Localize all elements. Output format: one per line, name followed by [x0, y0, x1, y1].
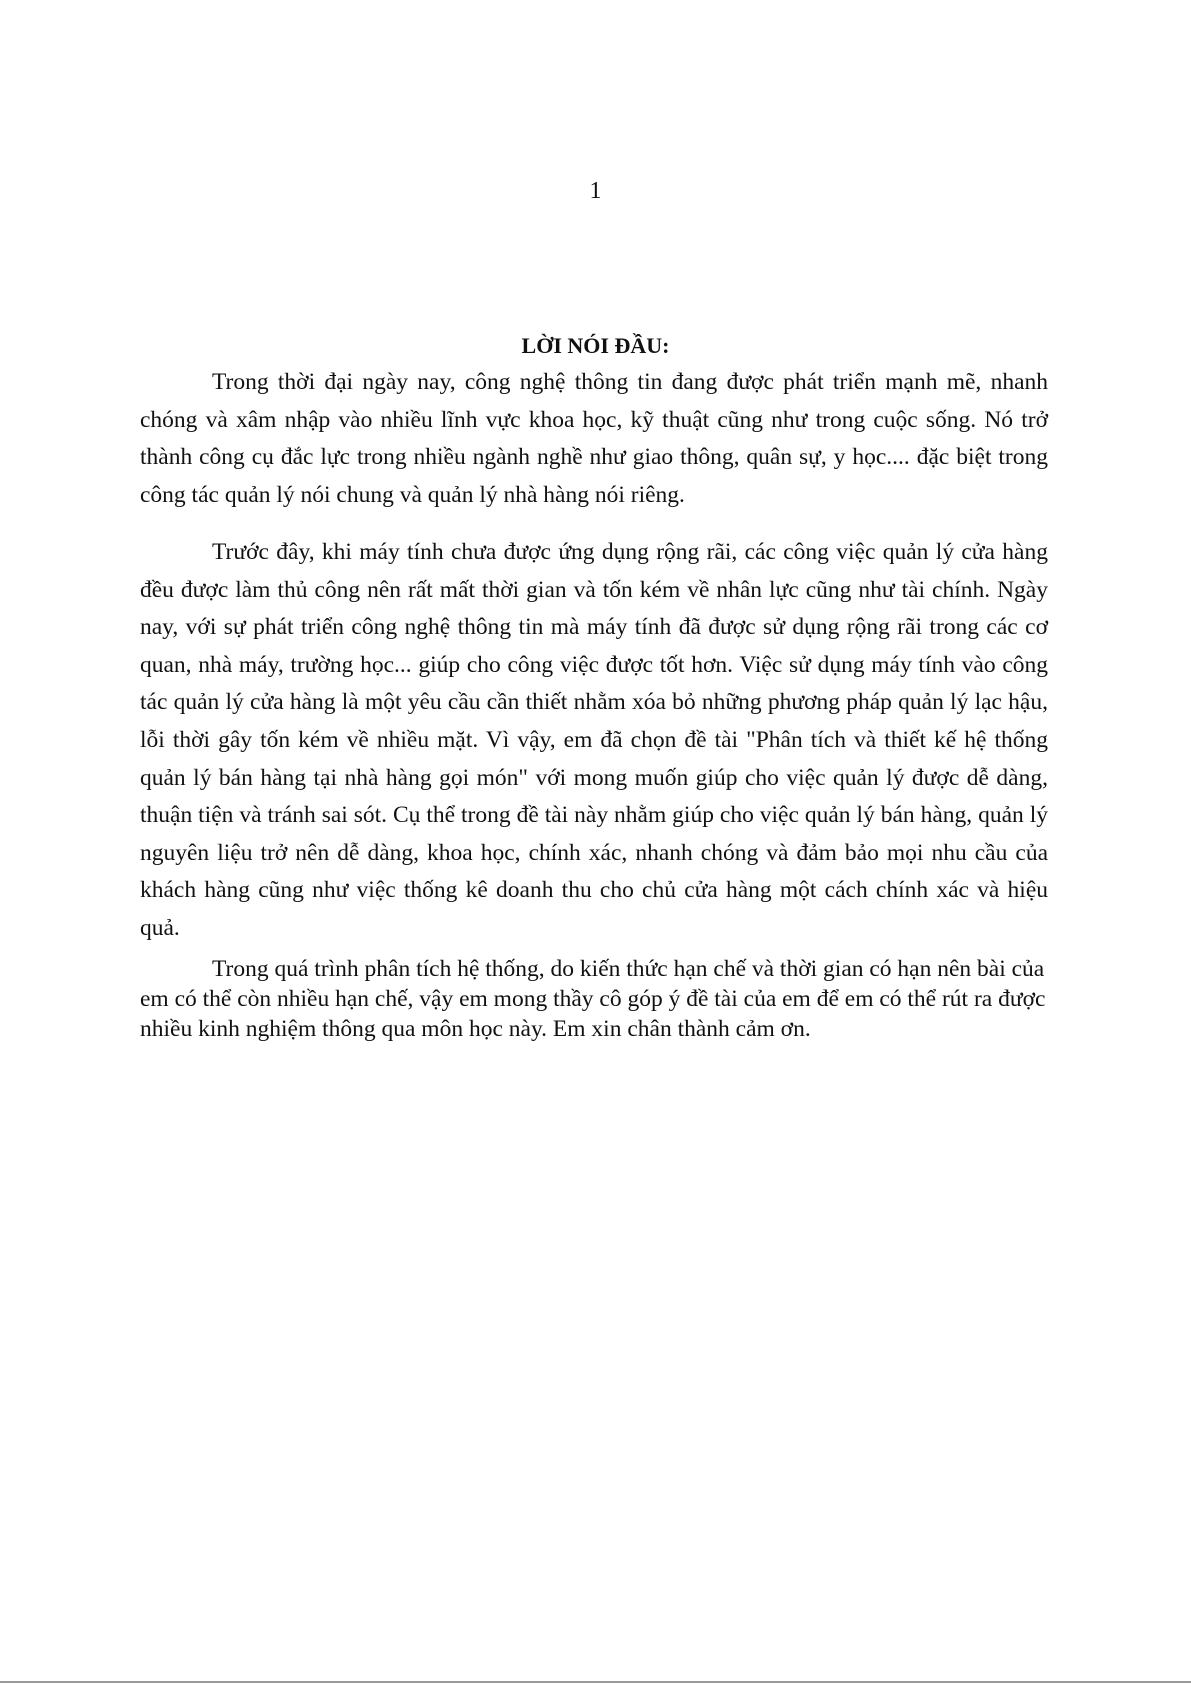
page-title: LỜI NÓI ĐẦU: [521, 333, 670, 358]
paragraph-intro: Trong thời đại ngày nay, công nghệ thông tin đang được phát triển mạnh mẽ, nhanh chóng và xâm nhập vào nhiều lĩnh vực khoa học, kỹ thuật cũng như trong cuộc sống. Nó trở thành công cụ đắc lực trong nhiều ngành nghề như giao thông, quân sự, y học.... đặc biệt trong công tác quản lý nói chung và quản lý nhà hàng nói riêng. [140, 369, 1048, 508]
paragraph-background: Trước đây, khi máy tính chưa được ứng dụng rộng rãi, các công việc quản lý cửa hàng đều được làm thủ công nên rất mất thời gian và tốn kém về nhân lực cũng như tài chính. Ngày nay, với sự phát triển công nghệ thông tin mà máy tính đã được sử dụng rộng rãi trong các cơ quan, nhà máy, trường học... giúp cho công việc được tốt hơn. Việc sử dụng máy tính vào công tác quản lý cửa hàng là một yêu cầu cần thiết nhằm xóa bỏ những phương pháp quản lý lạc hậu, lỗi thời gây tốn kém về nhiều mặt. Vì vậy, em đã chọn đề tài "Phân tích và thiết kế hệ thống quản lý bán hàng tại nhà hàng gọi món" với mong muốn giúp cho việc quản lý được dễ dàng, thuận tiện và tránh sai sót. Cụ thể trong đề tài này nhằm giúp cho việc quản lý bán hàng, quản lý nguyên liệu trở nên dễ dàng, khoa học, chính xác, nhanh chóng và đảm bảo mọi nhu cầu của khách hàng cũng như việc thống kê doanh thu cho chủ cửa hàng một cách chính xác và hiệu quả. [140, 539, 1048, 941]
page-number: 1 [589, 178, 602, 204]
footer-divider [0, 1681, 1191, 1683]
paragraph-closing: Trong quá trình phân tích hệ thống, do kiến thức hạn chế và thời gian có hạn nên bài của em có thể còn nhiều hạn chế, vậy em mong thầy cô góp ý đề tài của em để em có thể rút ra được nhiều kinh nghiệm thông qua môn học này. Em xin chân thành cảm ơn. [140, 956, 1046, 1042]
